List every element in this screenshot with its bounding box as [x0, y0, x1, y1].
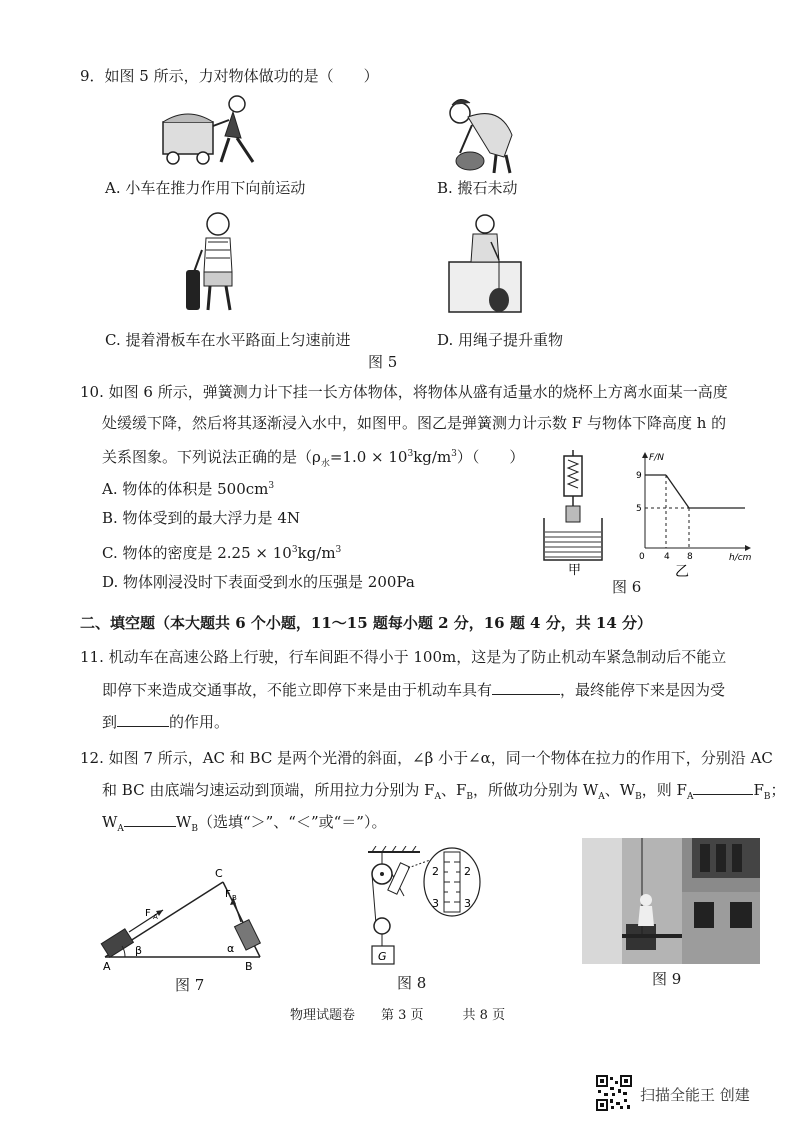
q12-blank-1[interactable] — [693, 780, 753, 795]
svg-text:2: 2 — [464, 865, 471, 878]
section-2-heading: 二、填空题（本大题共 6 个小题，11～15 题每小题 2 分，16 题 4 分，共 14 分） — [80, 614, 653, 632]
q10-option-c: C. 物体的密度是 $2.25 \times 10^3kg/m^3$ — [102, 544, 342, 562]
rope-lifting-illustration — [445, 212, 525, 320]
svg-text:3: 3 — [432, 897, 439, 910]
y-tick-9: 9 — [636, 471, 642, 481]
q9-option-d: D. 用绳子提升重物 — [437, 331, 564, 349]
q9-stem: 9．如图 5 所示，力对物体做功的是（ ） — [80, 67, 379, 85]
q11-line-1: 11. 机动车在高速公路上行驶，行车间距不得小于 100m，这是为了防止机动车紧急制动后不能立 — [80, 648, 727, 666]
label-yi: 乙 — [675, 564, 689, 580]
angle-beta: β — [135, 944, 143, 957]
q10-option-d: D. 物体刚浸没时下表面受到水的压强是 200Pa — [102, 573, 415, 591]
q12-line-3: $W_A$ $W_B$（选填“＞”、“＜”或“＝”）。 — [102, 813, 387, 834]
cart-push-illustration — [155, 92, 270, 170]
scanner-watermark: 扫描全能王 创建 — [640, 1086, 750, 1104]
q11-blank-1[interactable] — [492, 680, 560, 695]
y-axis-label: F/N — [649, 453, 664, 463]
lifting-stone-illustration — [430, 95, 530, 175]
graph-segment-2 — [666, 475, 689, 508]
figure-8-caption: 图 8 — [397, 974, 427, 992]
q9-option-b: B. 搬石未动 — [437, 179, 518, 197]
figure-9-caption: 图 9 — [652, 970, 682, 988]
point-C: C — [215, 867, 223, 880]
q12-line-1: 12. 如图 7 所示，AC 和 BC 是两个光滑的斜面，∠β 小于∠α，同一个物体在拉力的作用下，分别沿 AC — [80, 749, 773, 767]
figure-9-photo — [582, 838, 760, 964]
q11-line-2: 即停下来造成交通事故，不能立即停下来是由于机动车具有 ，最终能停下来是因为受 — [102, 681, 726, 699]
qr-code-icon — [596, 1075, 632, 1111]
boy-with-scooter-illustration — [180, 210, 250, 318]
angle-alpha: α — [227, 942, 235, 955]
svg-text:B: B — [232, 894, 237, 902]
page-footer: 物理试题卷 第 3 页 共 8 页 — [290, 1008, 506, 1023]
q12-blank-2[interactable] — [124, 812, 176, 827]
q9-option-c: C. 提着滑板车在水平路面上匀速前进 — [105, 331, 351, 349]
q10-option-b: B. 物体受到的最大浮力是 4N — [102, 509, 300, 527]
svg-text:A: A — [153, 913, 158, 921]
point-A: A — [103, 960, 111, 973]
q10-line-1: 10. 如图 6 所示，弹簧测力计下挂一长方体物体，将物体从盛有适量水的烧杯上方离水面某一高度 — [80, 383, 728, 401]
figure-7-caption: 图 7 — [175, 976, 205, 994]
weight-G: G — [378, 950, 387, 963]
figure-8-pulley — [360, 846, 485, 974]
figure-6-jia-spring-scale — [540, 448, 610, 578]
figure-6-yi-graph — [625, 448, 755, 580]
x-tick-8: 8 — [687, 552, 693, 562]
q11-blank-2[interactable] — [117, 712, 169, 727]
q10-line-3: 关系图象。下列说法正确的是$(\rho_水=1.0 \times 10^3kg/m^3)$（ ） — [102, 448, 525, 469]
q9-option-a: A. 小车在推力作用下向前运动 — [105, 179, 306, 197]
q11-line-3: 到 的作用。 — [102, 713, 230, 731]
q12-line-2: 和 BC 由底端匀速运动到顶端，所用拉力分别为 $F_A$、$F_B$，所做功分别为 $W_A$、$W_B$，则 $F_A$ $F_B$； — [102, 781, 786, 802]
svg-text:2: 2 — [432, 865, 439, 878]
q10-option-a: A. 物体的体积是 $500cm^3$ — [102, 480, 275, 498]
svg-text:F: F — [225, 889, 231, 900]
figure-6-caption: 图 6 — [612, 578, 642, 596]
x-axis-label: h/cm — [729, 553, 752, 563]
y-tick-5: 5 — [636, 504, 642, 514]
label-jia: 甲 — [568, 563, 582, 578]
q10-line-2: 处缓缓下降，然后将其逐渐浸入水中，如图甲。图乙是弹簧测力计示数 F 与物体下降高度 h 的 — [102, 414, 727, 432]
x-tick-4: 4 — [664, 552, 670, 562]
svg-text:3: 3 — [464, 897, 471, 910]
figure-7-inclines — [95, 862, 275, 974]
point-B: B — [245, 960, 253, 973]
origin-label: 0 — [639, 552, 645, 562]
figure-5-caption: 图 5 — [368, 353, 398, 371]
label-FA: F — [145, 908, 151, 919]
